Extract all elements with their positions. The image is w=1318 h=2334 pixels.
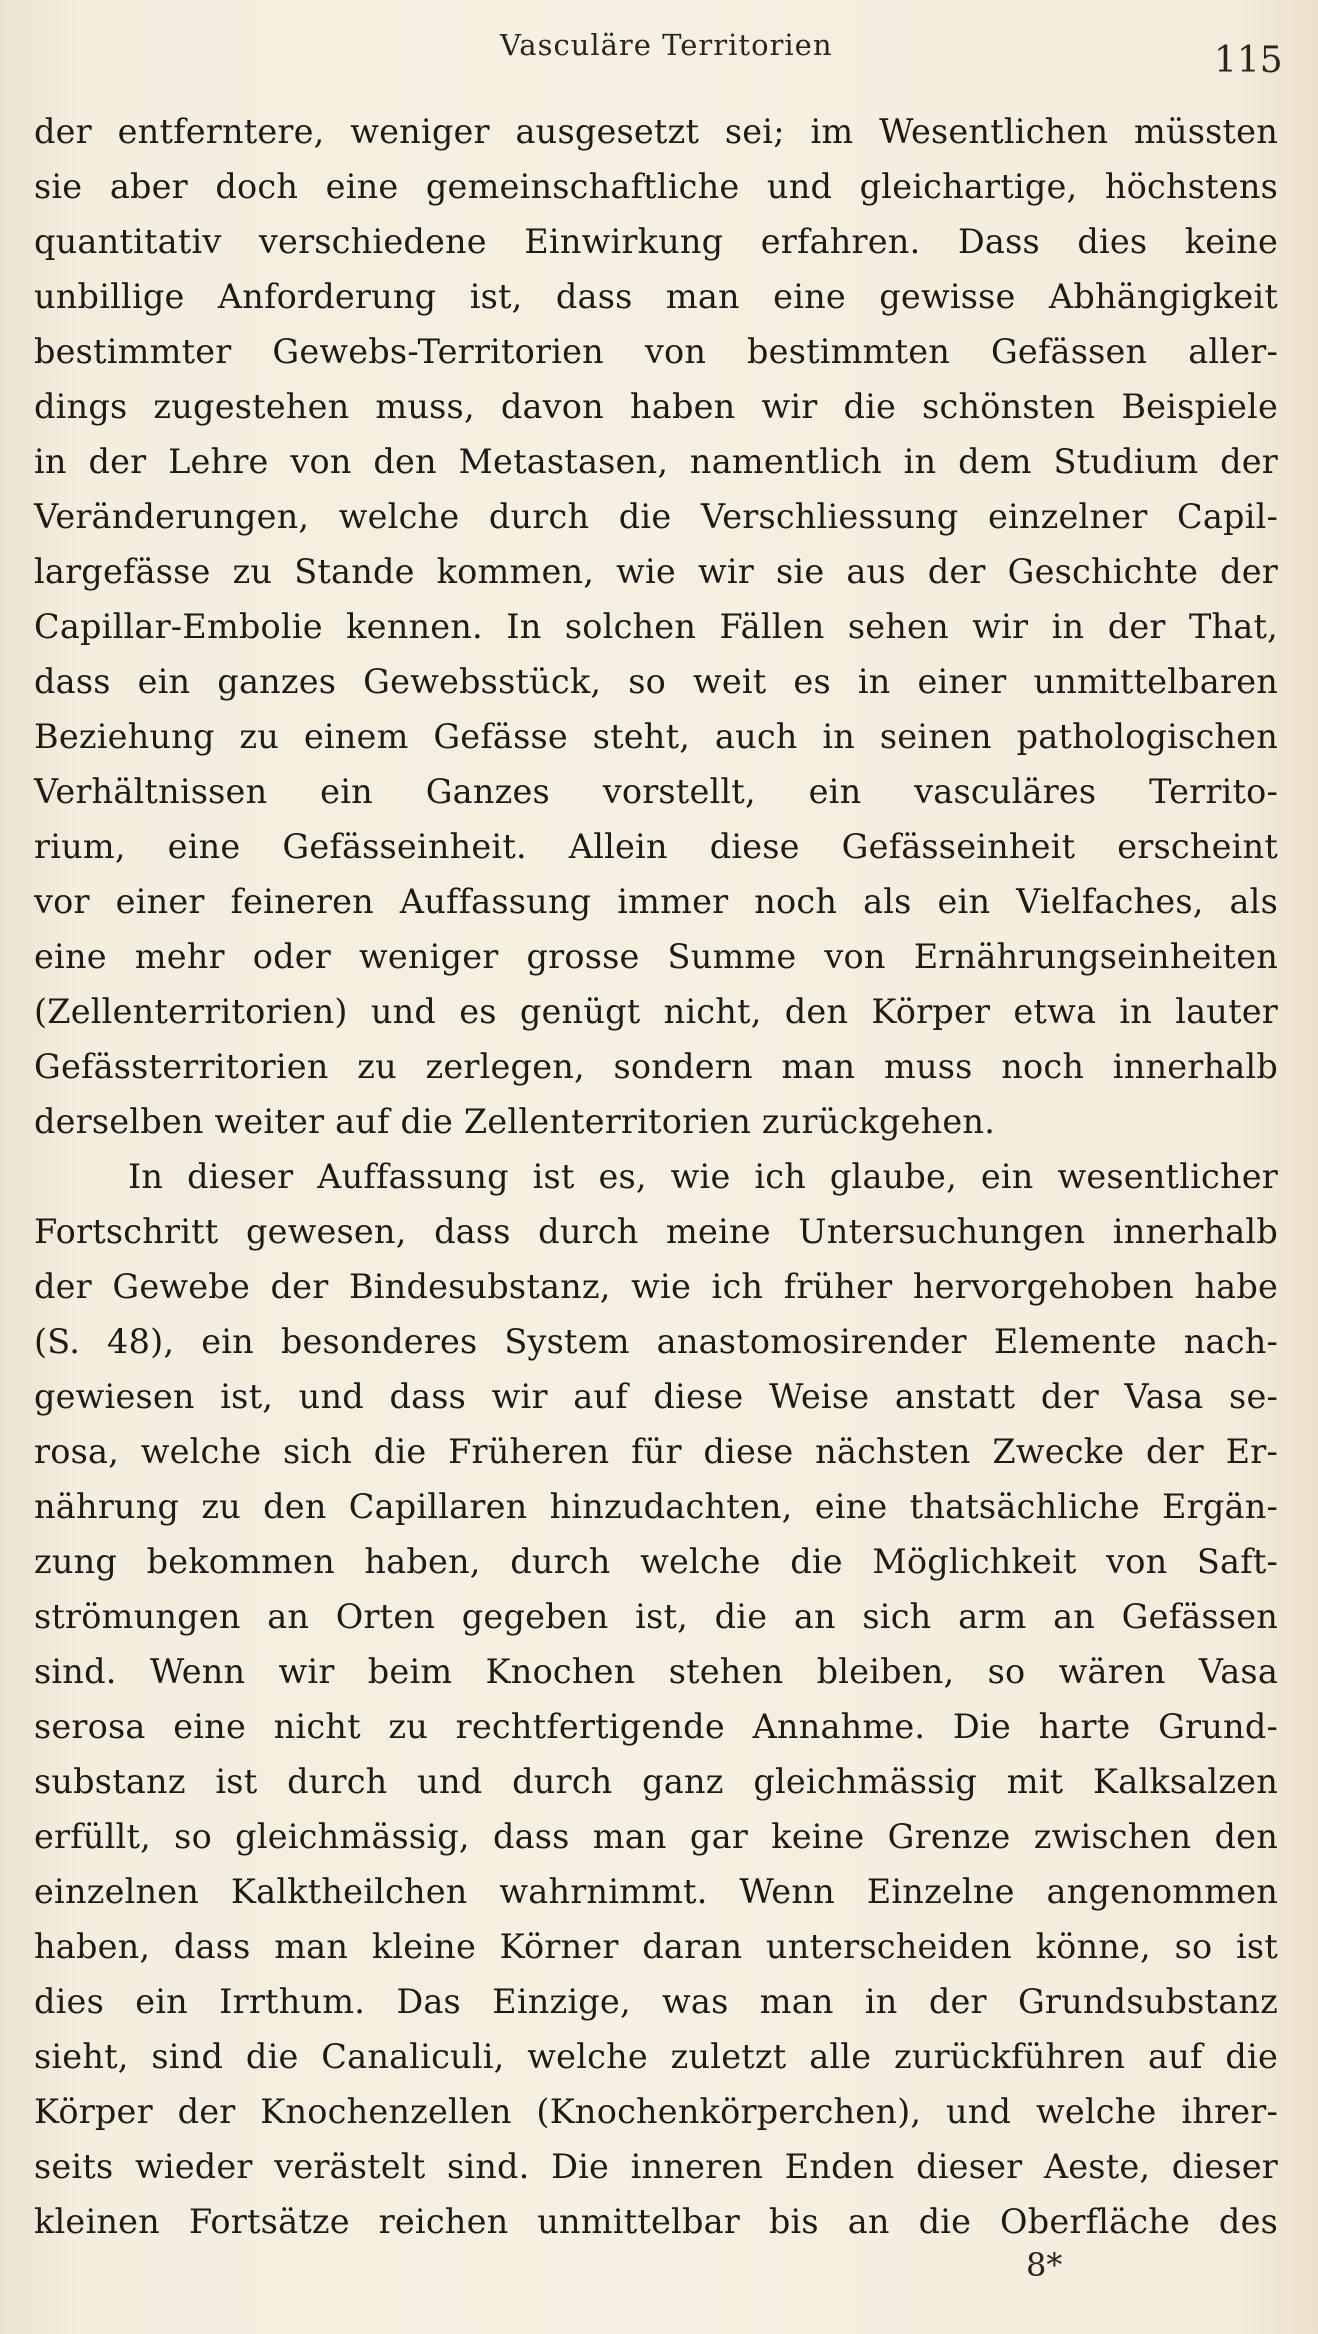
text-line: dass ein ganzes Gewebsstück, so weit es in einer unmittelbaren bbox=[34, 662, 1278, 701]
text-line: (S. 48), ein besonderes System anastomosirender Elemente nach- bbox=[34, 1322, 1278, 1361]
text-line: gewiesen ist, und dass wir auf diese Weise anstatt der Vasa se- bbox=[34, 1377, 1278, 1416]
text-line: dies ein Irrthum. Das Einzige, was man in der Grundsubstanz bbox=[34, 1982, 1278, 2021]
text-line: haben, dass man kleine Körner daran unterscheiden könne, so ist bbox=[34, 1927, 1278, 1966]
paragraph-end-line: derselben weiter auf die Zellenterritorien zurückgehen. bbox=[34, 1102, 996, 1141]
text-line: kleinen Fortsätze reichen unmittelbar bis an die Oberfläche des bbox=[34, 2202, 1278, 2241]
body-text bbox=[34, 104, 1278, 2249]
text-line: sind. Wenn wir beim Knochen stehen bleiben, so wären Vasa bbox=[34, 1652, 1278, 1691]
text-line: serosa eine nicht zu rechtfertigende Annahme. Die harte Grund- bbox=[34, 1707, 1278, 1746]
text-line: sieht, sind die Canaliculi, welche zuletzt alle zurückführen auf die bbox=[34, 2037, 1278, 2076]
page-number: 115 bbox=[1214, 40, 1283, 81]
signature-mark: 8* bbox=[1026, 2246, 1063, 2284]
text-line: erfüllt, so gleichmässig, dass man gar keine Grenze zwischen den bbox=[34, 1817, 1278, 1856]
text-line: rosa, welche sich die Früheren für diese nächsten Zwecke der Er- bbox=[34, 1432, 1278, 1471]
text-line: dings zugestehen muss, davon haben wir die schönsten Beispiele bbox=[34, 387, 1278, 426]
text-line: vor einer feineren Auffassung immer noch als ein Vielfaches, als bbox=[34, 882, 1278, 921]
text-line: der Gewebe der Bindesubstanz, wie ich früher hervorgehoben habe bbox=[34, 1267, 1278, 1306]
text-line: Körper der Knochenzellen (Knochenkörperchen), und welche ihrer- bbox=[34, 2092, 1278, 2131]
text-line: rium, eine Gefässeinheit. Allein diese Gefässeinheit erscheint bbox=[34, 827, 1278, 866]
text-line: in der Lehre von den Metastasen, namentlich in dem Studium der bbox=[34, 442, 1278, 481]
text-line: bestimmter Gewebs-Territorien von bestimmten Gefässen aller- bbox=[34, 332, 1278, 371]
text-line: Gefässterritorien zu zerlegen, sondern man muss noch innerhalb bbox=[34, 1047, 1278, 1086]
text-line: nährung zu den Capillaren hinzudachten, eine thatsächliche Ergän- bbox=[34, 1487, 1278, 1526]
text-line: largefässe zu Stande kommen, wie wir sie aus der Geschichte der bbox=[34, 552, 1278, 591]
text-line: Veränderungen, welche durch die Verschliessung einzelner Capil- bbox=[34, 497, 1278, 536]
text-line: Capillar-Embolie kennen. In solchen Fällen sehen wir in der That, bbox=[34, 607, 1278, 646]
text-line: Beziehung zu einem Gefässe steht, auch in seinen pathologischen bbox=[34, 717, 1278, 756]
text-line: quantitativ verschiedene Einwirkung erfahren. Dass dies keine bbox=[34, 222, 1278, 261]
text-line: strömungen an Orten gegeben ist, die an sich arm an Gefässen bbox=[34, 1597, 1278, 1636]
text-line: eine mehr oder weniger grosse Summe von Ernährungseinheiten bbox=[34, 937, 1278, 976]
text-line: zung bekommen haben, durch welche die Möglichkeit von Saft- bbox=[34, 1542, 1278, 1581]
text-line: substanz ist durch und durch ganz gleichmässig mit Kalksalzen bbox=[34, 1762, 1278, 1801]
running-title: Vasculäre Territorien bbox=[500, 28, 833, 62]
text-line: sie aber doch eine gemeinschaftliche und gleichartige, höchstens bbox=[34, 167, 1278, 206]
text-line: unbillige Anforderung ist, dass man eine gewisse Abhängigkeit bbox=[34, 277, 1278, 316]
text-line: Fortschritt gewesen, dass durch meine Untersuchungen innerhalb bbox=[34, 1212, 1278, 1251]
text-line: (Zellenterritorien) und es genügt nicht, den Körper etwa in lauter bbox=[34, 992, 1278, 1031]
running-head bbox=[0, 28, 1318, 81]
text-line: der entferntere, weniger ausgesetzt sei; im Wesentlichen müssten bbox=[34, 112, 1278, 151]
text-line: einzelnen Kalktheilchen wahrnimmt. Wenn Einzelne angenommen bbox=[34, 1872, 1278, 1911]
text-line: seits wieder verästelt sind. Die inneren Enden dieser Aeste, dieser bbox=[34, 2147, 1278, 2186]
text-line: Verhältnissen ein Ganzes vorstellt, ein vasculäres Territo- bbox=[34, 772, 1278, 811]
paragraph-start-line: In dieser Auffassung ist es, wie ich glaube, ein wesentlicher bbox=[128, 1157, 1278, 1196]
